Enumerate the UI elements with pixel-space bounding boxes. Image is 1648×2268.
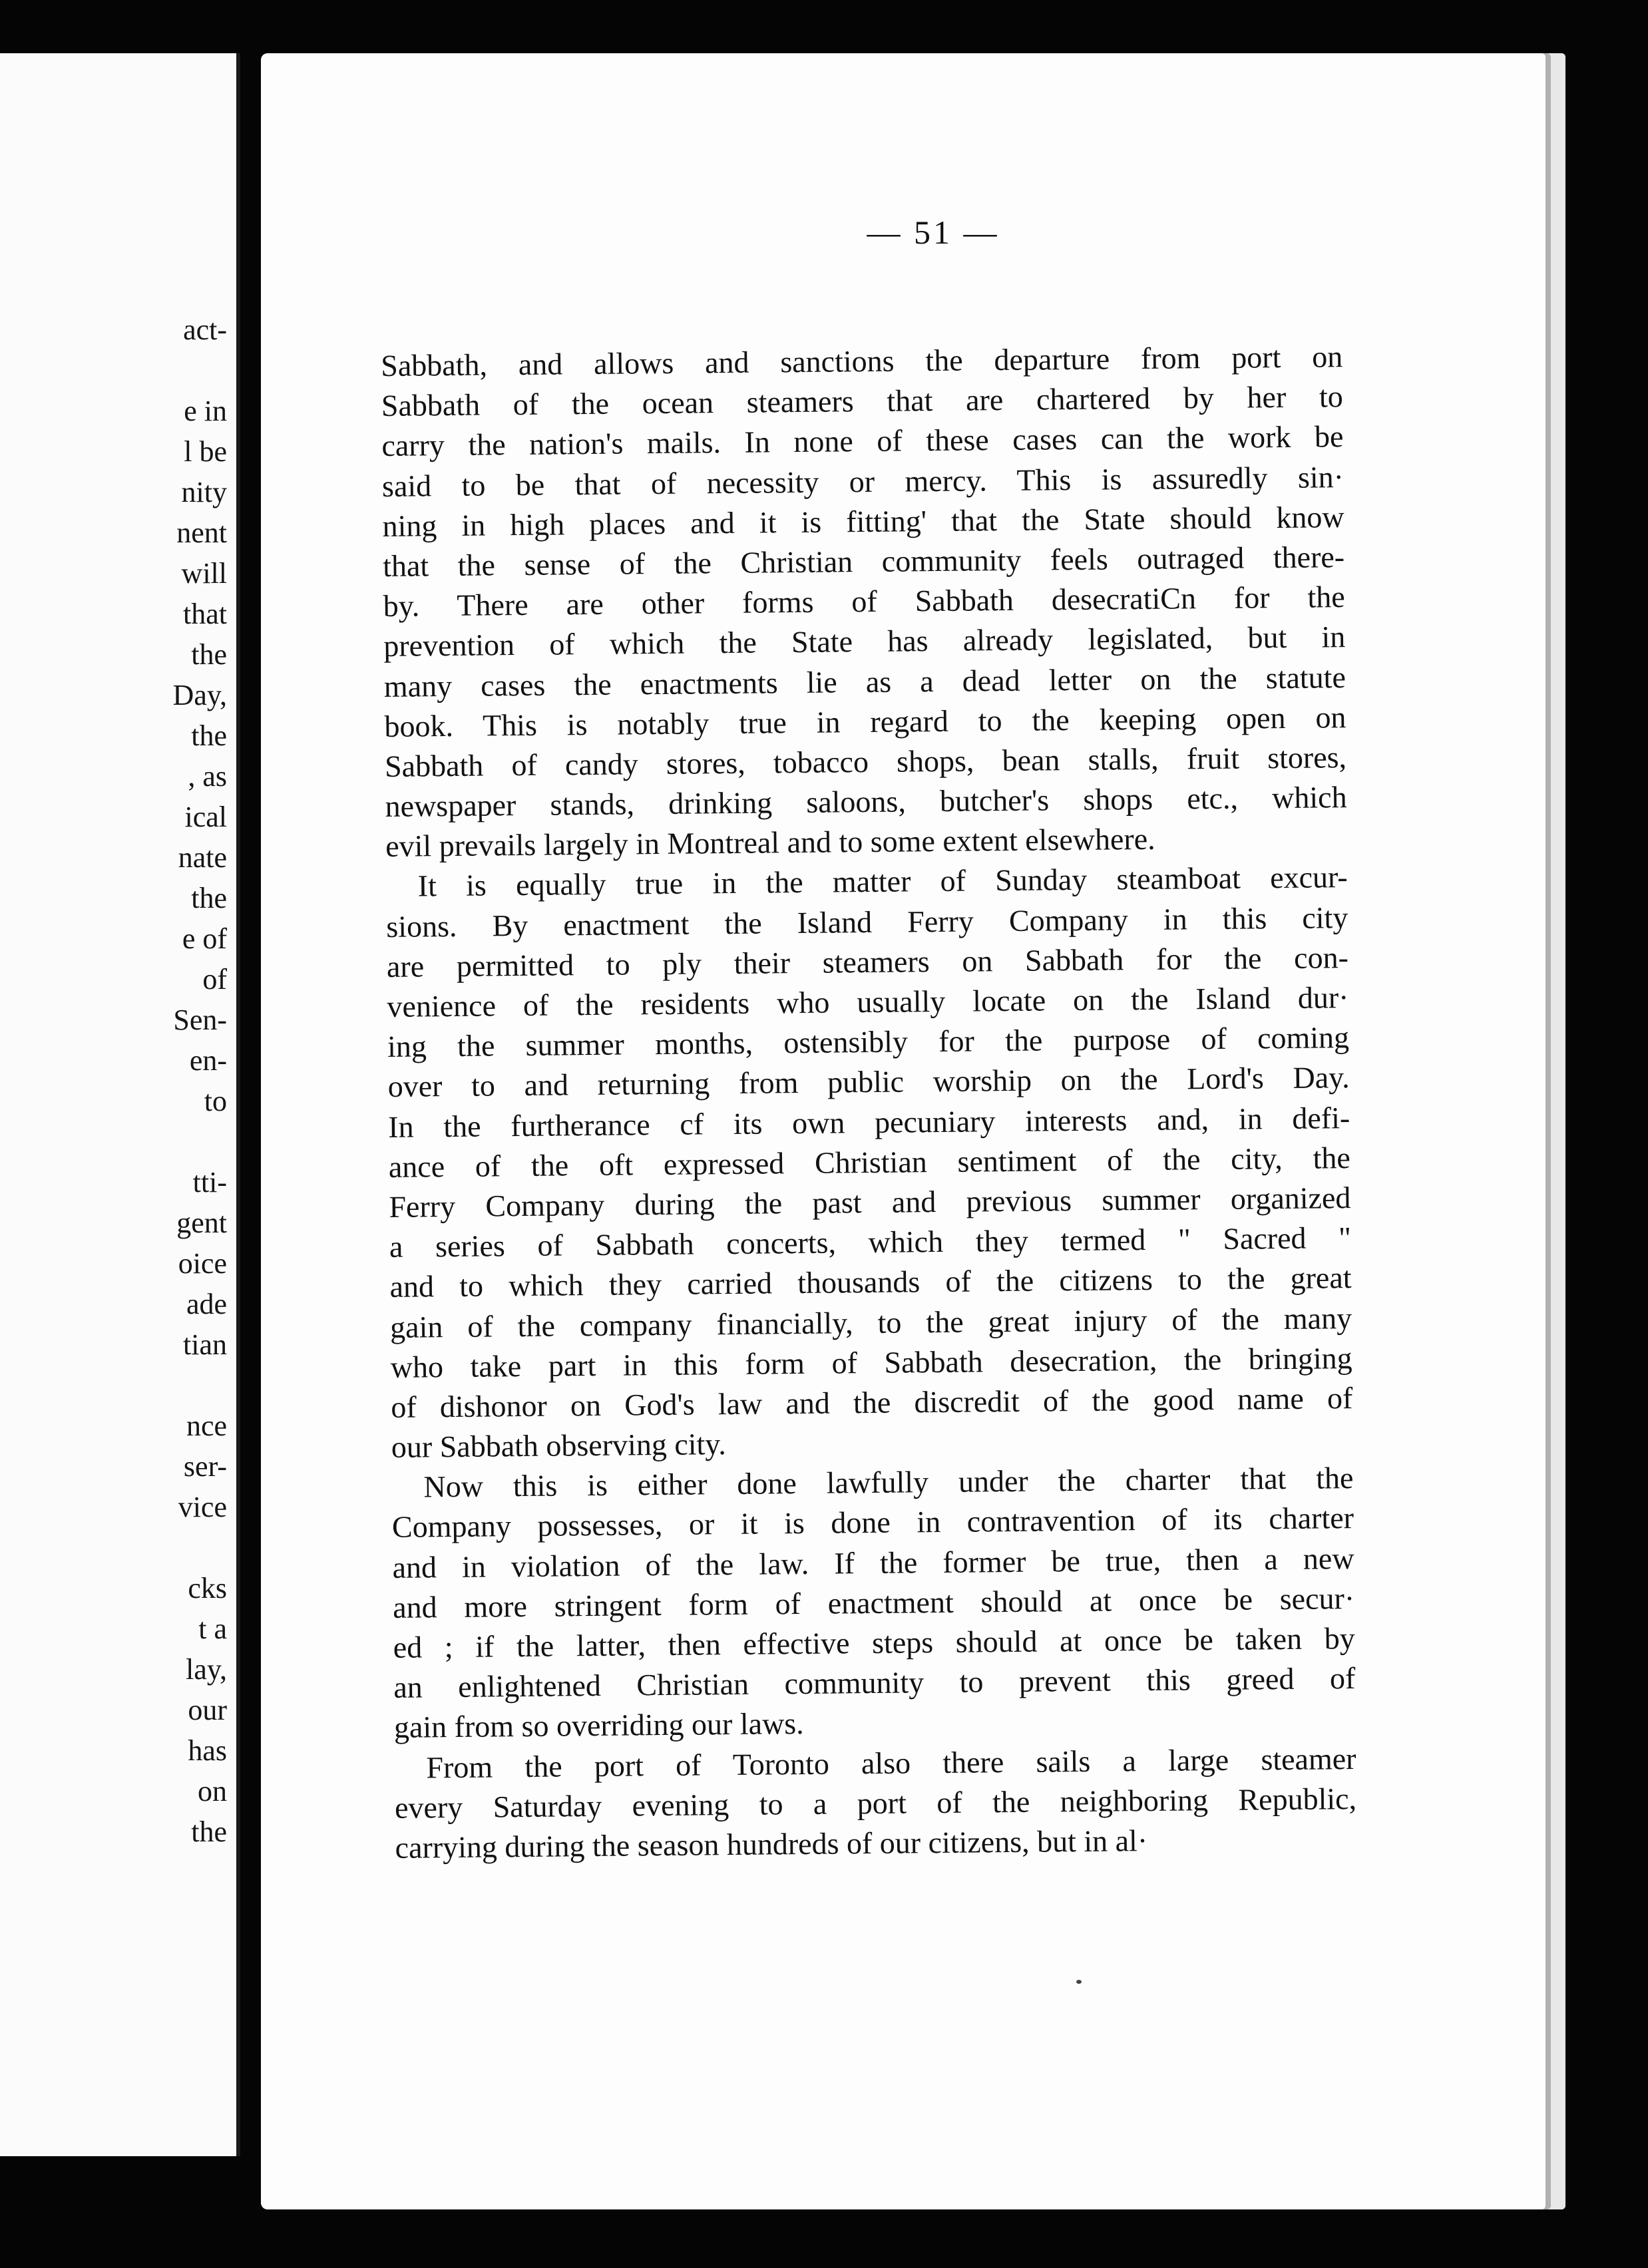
left-page-fragment: tian: [183, 1328, 227, 1361]
paragraph: [394, 1739, 1357, 1868]
left-page-fragment: Day,: [172, 679, 227, 711]
paragraph: [391, 1458, 1356, 1748]
body-text: [381, 337, 1357, 1868]
left-page-fragment: nity: [181, 476, 227, 508]
left-page-fragment: e of: [182, 922, 227, 955]
left-page-fragment: l be: [184, 435, 227, 468]
page-number: — 51 —: [867, 214, 1000, 251]
text-line: Sabbath of candy stores, tobacco shops, bean stalls, fruit stores,: [384, 739, 1347, 783]
left-facing-page: [0, 53, 240, 2156]
text-line: ing the summer months, ostensibly for the purpose of coming: [387, 1020, 1350, 1064]
left-page-fragment: that: [183, 598, 227, 630]
left-page-fragment: nce: [186, 1410, 227, 1442]
text-line: a series of Sabbath concerts, which they termed " Sacred ": [389, 1221, 1352, 1264]
text-line: and more stringent form of enactment should at once be secur·: [392, 1581, 1355, 1624]
text-line: are permitted to ply their steamers on Sabbath for the con-: [386, 940, 1349, 984]
text-line: prevention of which the State has already legislated, but in: [383, 620, 1346, 663]
text-line: an enlightened Christian community to prevent this greed of: [393, 1661, 1356, 1705]
text-line: gain from so overriding our laws.: [393, 1706, 804, 1745]
left-page-fragment: vice: [178, 1491, 227, 1523]
left-page-fragment: the: [191, 719, 227, 752]
text-line: many cases the enactments lie as a dead letter on the statute: [383, 660, 1346, 703]
text-line: carrying during the season hundreds of our citizens, but in al·: [395, 1823, 1148, 1865]
left-page-fragment: [54, 1527, 227, 1568]
left-page-fragment: gent: [176, 1207, 227, 1239]
text-line: In the furtherance cf its own pecuniary interests and, in defi-: [388, 1100, 1350, 1144]
text-line: ed ; if the latter, then effective steps should at once be taken by: [393, 1621, 1355, 1664]
left-page-fragment: , as: [188, 760, 227, 793]
left-page-fragment: t a: [198, 1612, 227, 1645]
text-line: evil prevails largely in Montreal and to some extent elsewhere.: [385, 822, 1155, 864]
left-page-fragment: to: [204, 1085, 227, 1117]
text-line: carry the nation's mails. In none of these cases can the work be: [381, 419, 1344, 463]
text-line: ance of the oft expressed Christian sentiment of the city, the: [388, 1140, 1351, 1184]
text-line: Sabbath, and allows and sanctions the departure from port on: [381, 339, 1343, 383]
text-line: that the sense of the Christian community feels outraged there-: [382, 540, 1345, 583]
left-page-fragment: tti-: [192, 1166, 227, 1199]
left-page-fragment: lay,: [186, 1653, 227, 1686]
text-line: sions. By enactment the Island Ferry Company in this city: [386, 900, 1348, 944]
left-page-fragment: ical: [184, 801, 227, 833]
text-line: It is equally true in the matter of Sunday steamboat excur-: [417, 860, 1348, 903]
text-line: who take part in this form of Sabbath desecration, the bringing: [390, 1340, 1352, 1384]
text-line: From the port of Toronto also there sails a large steamer: [426, 1741, 1356, 1785]
text-line: Ferry Company during the past and previous summer organized: [389, 1181, 1351, 1224]
left-page-fragment: our: [188, 1694, 227, 1726]
text-line: Sabbath of the ocean steamers that are chartered by her to: [381, 379, 1344, 423]
left-page-fragment: ade: [186, 1288, 227, 1320]
text-line: newspaper stands, drinking saloons, butcher's shops etc., which: [385, 780, 1347, 824]
paragraph: [386, 858, 1354, 1468]
text-line: venience of the residents who usually locate on the Island dur·: [387, 980, 1349, 1024]
left-page-fragment: Sen-: [173, 1004, 227, 1036]
text-line: ning in high places and it is fitting' that the State should know: [382, 499, 1344, 543]
left-page-fragment: the: [191, 882, 227, 914]
left-page-fragment: [54, 1121, 227, 1162]
text-line: and to which they carried thousands of the citizens to the great: [389, 1260, 1352, 1304]
left-page-fragment: en-: [189, 1044, 227, 1077]
left-page-fragment: nent: [176, 516, 227, 549]
left-page-fragment: cks: [188, 1572, 227, 1605]
left-page-fragment: of: [202, 963, 227, 996]
text-line: and in violation of the law. If the former be true, then a new: [392, 1541, 1354, 1585]
left-page-fragment: [54, 1365, 227, 1406]
text-line: by. There are other forms of Sabbath desecratiCn for the: [383, 580, 1345, 624]
left-page-fragment: on: [198, 1775, 227, 1807]
text-line: every Saturday evening to a port of the neighboring Republic,: [394, 1781, 1357, 1825]
text-line: said to be that of necessity or mercy. This is assuredly sin·: [381, 459, 1344, 503]
paragraph: [381, 337, 1347, 866]
text-line: Now this is either done lawfully under the charter that the: [423, 1461, 1354, 1504]
left-page-fragment: will: [181, 557, 227, 590]
text-line: Company possesses, or it is done in contravention of its charter: [391, 1501, 1354, 1545]
left-page-fragment: oice: [178, 1247, 227, 1280]
left-page-fragment: ser-: [183, 1450, 227, 1483]
left-page-fragment: the: [191, 1815, 227, 1848]
print-speck: [1076, 1980, 1082, 1984]
text-line: book. This is notably true in regard to the keeping open on: [384, 699, 1346, 743]
left-page-fragment: act-: [183, 313, 227, 346]
text-line: over to and returning from public worship on the Lord's Day.: [387, 1060, 1350, 1104]
left-page-fragment: e in: [184, 395, 227, 427]
left-page-fragment: [54, 350, 227, 391]
text-line: our Sabbath observing city.: [391, 1427, 727, 1464]
left-page-fragment: the: [191, 638, 227, 671]
book-page: [261, 53, 1565, 2209]
left-page-fragment: nate: [178, 841, 227, 874]
left-page-line-fragments: [54, 309, 227, 1852]
left-page-fragment: has: [188, 1734, 227, 1767]
text-line: of dishonor on God's law and the discredit of the good name of: [391, 1380, 1353, 1424]
text-line: gain of the company financially, to the great injury of the many: [389, 1300, 1352, 1344]
